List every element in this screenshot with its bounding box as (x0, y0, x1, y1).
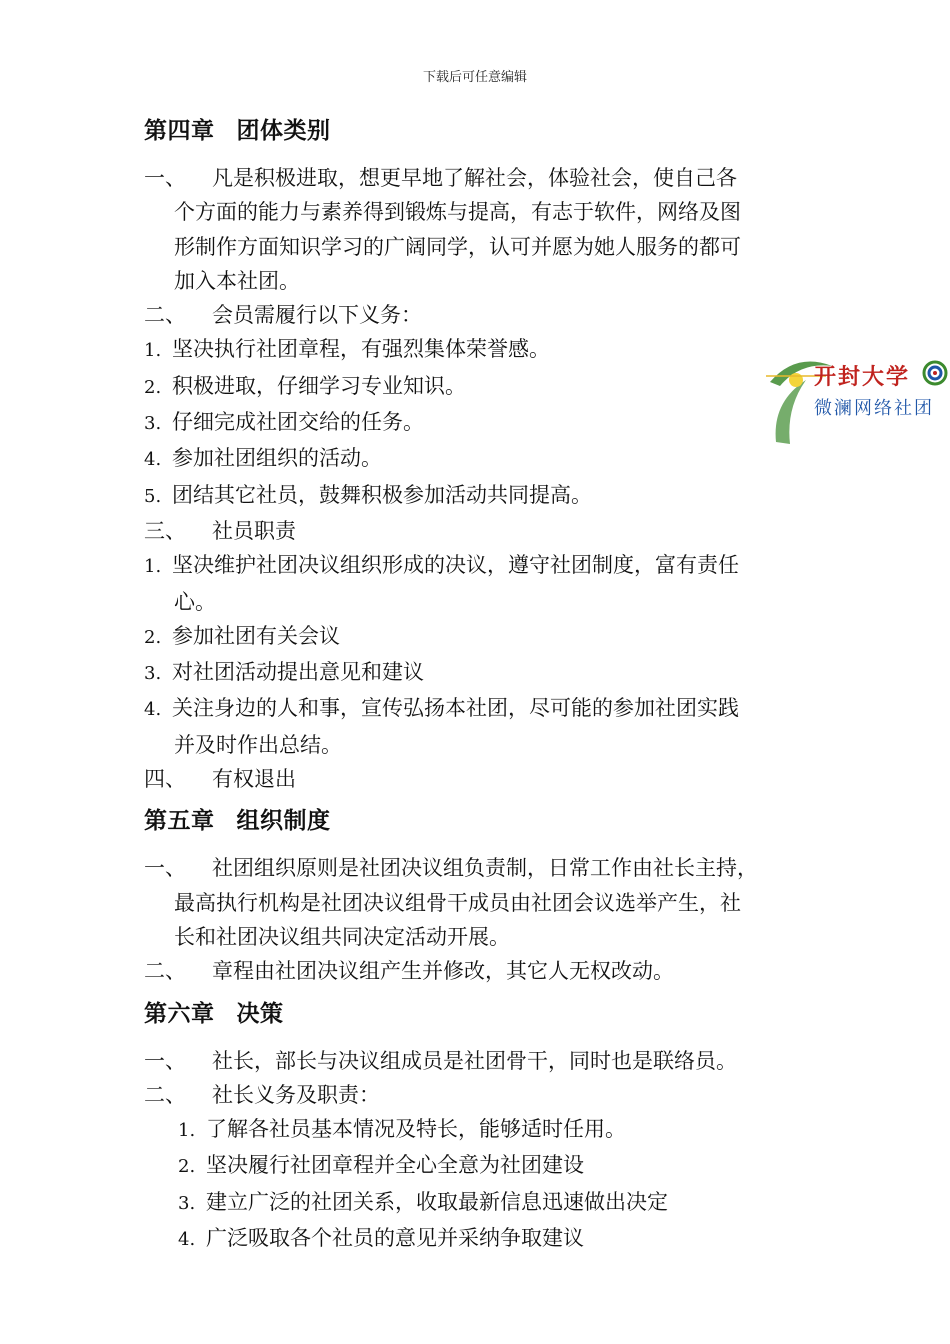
chapter-number: 第五章 (144, 808, 215, 835)
ch4-s1-line: 形制作方面知识学习的广阔同学，认可并愿为她人服务的都可 (174, 234, 741, 259)
list-item: 4. 参加社团组织的活动。 (144, 446, 382, 471)
ch4-s4-line: 四、 有权退出 (144, 762, 814, 796)
section-mark: 一、 (144, 856, 186, 881)
list-item: 2. 积极进取，仔细学习专业知识。 (144, 373, 466, 398)
list-item: 2. 坚决履行社团章程并全心全意为社团建设 (178, 1153, 584, 1178)
ch4-s3-line: 三、 社员职责 (144, 514, 814, 548)
section-mark: 二、 (144, 1082, 186, 1107)
list-item: 4. 广泛吸取各个社员的意见并采纳争取建议 (178, 1226, 584, 1251)
chapter-number: 第四章 (144, 118, 215, 144)
chapter-title: 决策 (236, 1000, 284, 1027)
list-item: 5. 团结其它社员，鼓舞积极参加活动共同提高。 (144, 482, 592, 507)
header-note: 下载后可任意编辑 (422, 70, 527, 85)
list-item: 1. 坚决执行社团章程，有强烈集体荣誉感。 (144, 337, 550, 362)
ch4-s2-line: 二、 会员需履行以下义务： (144, 298, 814, 332)
ch5-s2-line: 二、 章程由社团决议组产生并修改，其它人无权改动。 (144, 954, 814, 988)
section-mark: 三、 (144, 518, 186, 543)
chapter-title: 组织制度 (236, 808, 331, 835)
ch5-s1-line: 一、 社团组织原则是社团决议组负责制，日常工作由社长主持， (144, 851, 814, 885)
section-mark: 一、 (144, 1048, 186, 1073)
list-item-continuation: 心。 (174, 589, 216, 614)
list-item: 1. 坚决维护社团决议组织形成的决议，遵守社团制度，富有责任 (144, 553, 739, 578)
list-item: 3. 仔细完成社团交给的任务。 (144, 410, 424, 435)
ch5-s1-line: 长和社团决议组共同决定活动开展。 (174, 924, 510, 949)
ch4-s1-line: 一、 凡是积极进取，想更早地了解社会，体验社会，使自己各 (144, 161, 814, 195)
list-item-continuation: 并及时作出总结。 (174, 732, 342, 757)
logo-line1: 开封大学 (814, 365, 911, 390)
chapter-title: 团体类别 (236, 118, 331, 144)
logo-target-icon (922, 360, 948, 386)
section-mark: 一、 (144, 166, 186, 190)
list-item: 3. 建立广泛的社团关系，收取最新信息迅速做出决定 (178, 1189, 668, 1214)
section-mark: 四、 (144, 767, 186, 792)
section-mark: 二、 (144, 303, 186, 328)
ch4-s1-line: 加入本社团。 (174, 268, 300, 293)
logo-line2: 微澜网络社团 (814, 398, 934, 419)
ch6-s2-line: 二、 社长义务及职责： (144, 1078, 814, 1112)
chapter-number: 第六章 (144, 1000, 215, 1027)
chapter-4-heading (144, 112, 814, 150)
section-mark: 二、 (144, 959, 186, 984)
document-body (144, 112, 814, 1257)
list-item: 1. 了解各社员基本情况及特长，能够适时任用。 (178, 1117, 626, 1142)
chapter-6-heading (144, 995, 814, 1033)
list-item: 2. 参加社团有关会议 (144, 623, 340, 648)
list-item: 3. 对社团活动提出意见和建议 (144, 660, 424, 685)
ch6-s1-line: 一、 社长，部长与决议组成员是社团骨干，同时也是联络员。 (144, 1044, 814, 1078)
list-item: 4. 关注身边的人和事，宣传弘扬本社团，尽可能的参加社团实践 (144, 696, 739, 721)
ch4-s1-line: 个方面的能力与素养得到锻炼与提高，有志于软件，网络及图 (174, 200, 741, 225)
ch5-s1-line: 最高执行机构是社团决议组骨干成员由社团会议选举产生，社 (174, 890, 741, 915)
chapter-5-heading (144, 802, 814, 840)
